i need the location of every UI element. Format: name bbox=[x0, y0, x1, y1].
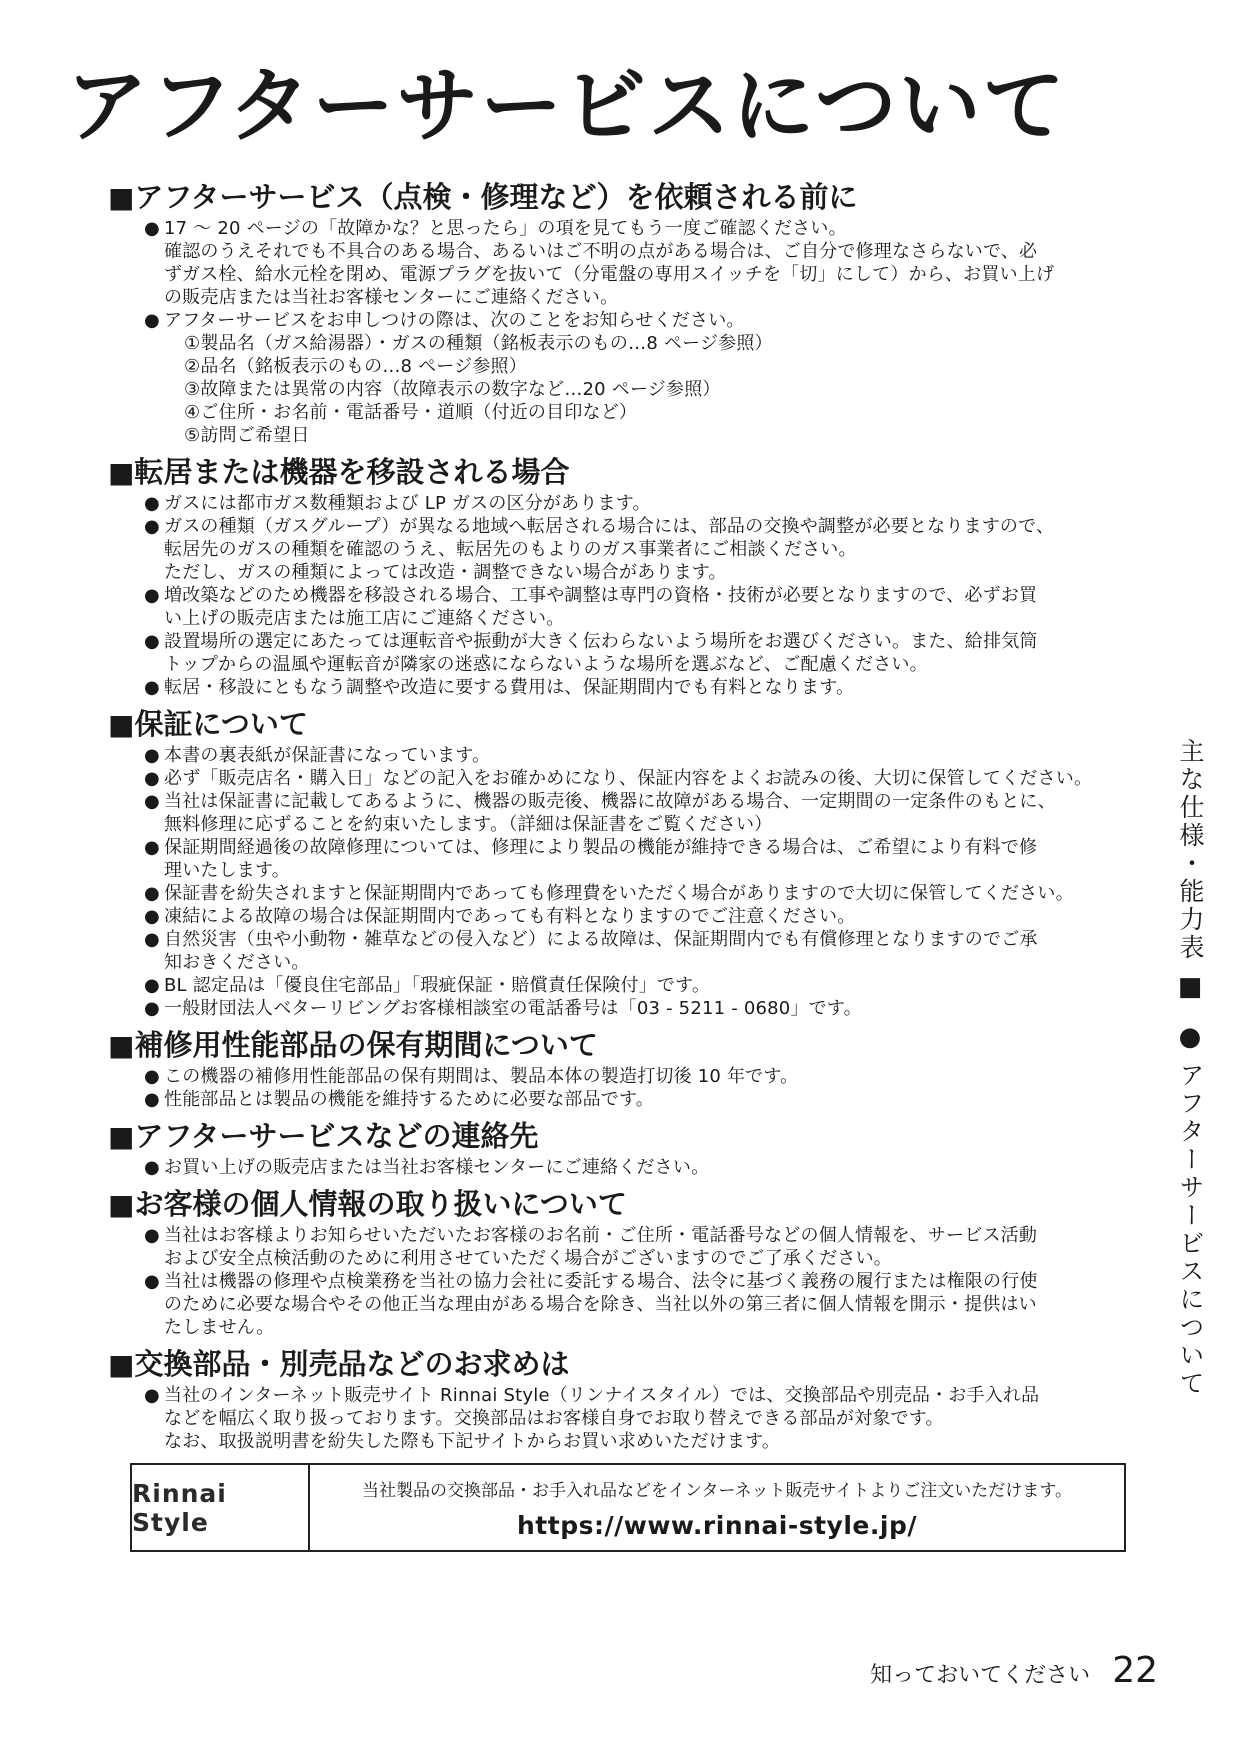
bullet-dot-icon: ● bbox=[144, 975, 160, 996]
list-item-text: BL 認定品は「優良住宅部品」「瑕疵保証・賠償責任保険付」です。 bbox=[164, 975, 711, 996]
list-item-text: 凍結による故障の場合は保証期間内であっても有料となりますのでご注意ください。 bbox=[164, 906, 856, 927]
list-item-text: ガスの種類（ガスグループ）が異なる地域へ転居される場合には、部品の交換や調整が必要となりますので、 bbox=[164, 516, 1055, 537]
rinnai-style-box bbox=[130, 1463, 1126, 1552]
list-item bbox=[144, 492, 1168, 515]
square-bullet-icon: ■ bbox=[108, 1348, 135, 1381]
sub-list-item: ③故障または異常の内容（故障表示の数字など…20 ページ参照） bbox=[184, 379, 721, 400]
list-item-text: 当社は機器の修理や点検業務を当社の協力会社に委託する場合、法令に基づく義務の履行または権限の行使 bbox=[164, 1271, 1038, 1292]
bullet-dot-icon: ● bbox=[144, 1225, 160, 1246]
list-item-text: 転居・移設にともなう調整や改造に要する費用は、保証期間内でも有料となります。 bbox=[164, 677, 855, 698]
bullet-list bbox=[108, 744, 1168, 1020]
bullet-list bbox=[108, 217, 1168, 447]
bullet-dot-icon: ● bbox=[144, 745, 160, 766]
section-heading-text: 補修用性能部品の保有期間について bbox=[134, 1028, 598, 1062]
bullet-dot-icon: ● bbox=[144, 1271, 160, 1292]
sub-list-item: ①製品名（ガス給湯器）・ガスの種類（銘板表示のもの…8 ページ参照） bbox=[184, 333, 773, 354]
list-item-text: などを幅広く取り扱っております。交換部品はお客様自身でお取り替えできる部品が対象です。 bbox=[164, 1408, 944, 1429]
list-item bbox=[144, 676, 1168, 699]
list-item bbox=[144, 1065, 1168, 1088]
list-item bbox=[144, 217, 1168, 309]
list-item-text: い上げの販売店または施工店にご連絡ください。 bbox=[164, 608, 565, 629]
list-item-text: トップからの温風や運転音が隣家の迷惑にならないような場所を選ぶなど、ご配慮ください。 bbox=[164, 654, 928, 675]
list-item-text: 確認のうえそれでも不具合のある場合、あるいはご不明の点がある場合は、ご自分で修理なさらないで、必 bbox=[164, 241, 1038, 262]
square-bullet-icon: ■ bbox=[108, 181, 135, 214]
list-item-text: の販売店または当社お客様センターにご連絡ください。 bbox=[164, 287, 619, 308]
list-item-text: 当社のインターネット販売サイト Rinnai Style（リンナイスタイル）では、交換部品や別売品・お手入れ品 bbox=[164, 1385, 1040, 1406]
rinnai-description: 当社製品の交換部品・お手入れ品などをインターネット販売サイトよりご注文いただけます。 bbox=[362, 1480, 1072, 1501]
bullet-list bbox=[108, 492, 1168, 699]
section-heading-text: 保証について bbox=[134, 707, 308, 741]
section-heading bbox=[108, 1185, 1168, 1224]
list-item bbox=[144, 1384, 1168, 1453]
list-item-text: この機器の補修用性能部品の保有期間は、製品本体の製造打切後 10 年です。 bbox=[164, 1066, 799, 1087]
section-heading-text: お客様の個人情報の取り扱いについて bbox=[134, 1187, 627, 1221]
side-tab-specs-label: 主な仕様・能力表 bbox=[1176, 738, 1205, 962]
bullet-dot-icon: ● bbox=[144, 1157, 160, 1178]
list-item-text: 増改築などのため機器を移設される場合、工事や調整は専門の資格・技術が必要となりますので、必ずお買 bbox=[164, 585, 1038, 606]
bullet-dot-icon: ● bbox=[144, 998, 160, 1019]
rinnai-info bbox=[310, 1465, 1124, 1550]
list-item-text: 当社はお客様よりお知らせいただいたお客様のお名前・ご住所・電話番号などの個人情報を、サービス活動 bbox=[164, 1225, 1038, 1246]
bullet-dot-icon: ● bbox=[144, 516, 160, 537]
square-icon: ■ bbox=[1177, 972, 1203, 1002]
list-item-text: アフターサービスをお申しつけの際は、次のことをお知らせください。 bbox=[164, 310, 745, 331]
page-title: アフターサービスについて bbox=[66, 59, 1067, 154]
list-item bbox=[144, 744, 1168, 767]
section-heading bbox=[108, 178, 1168, 217]
section-heading-text: アフターサービスなどの連絡先 bbox=[134, 1119, 539, 1153]
square-bullet-icon: ■ bbox=[108, 708, 135, 741]
sub-list-item: ④ご住所・お名前・電話番号・道順（付近の目印など） bbox=[184, 402, 638, 423]
bullet-list bbox=[108, 1156, 1168, 1179]
list-item-text: 当社は保証書に記載してあるように、機器の販売後、機器に故障がある場合、一定期間の一定条件のもとに、 bbox=[164, 791, 1056, 812]
list-item bbox=[144, 584, 1168, 630]
list-item-text: ガスには都市ガス数種類および LP ガスの区分があります。 bbox=[164, 493, 651, 514]
page-number: 22 bbox=[1112, 1650, 1158, 1691]
list-item bbox=[144, 1270, 1168, 1339]
list-item-text: 必ず「販売店名・購入日」などの記入をお確かめになり、保証内容をよくお読みの後、大切に保管してください。 bbox=[164, 768, 1093, 789]
main-content bbox=[108, 178, 1168, 1459]
bullet-dot-icon: ● bbox=[144, 837, 160, 858]
sub-list bbox=[164, 332, 1168, 447]
bullet-dot-icon: ● bbox=[144, 585, 160, 606]
list-item bbox=[144, 1088, 1168, 1111]
section-heading-text: アフターサービス（点検・修理など）を依頼される前に bbox=[134, 180, 858, 214]
sub-list-item: ②品名（銘板表示のもの…8 ページ参照） bbox=[184, 356, 527, 377]
bullet-dot-icon: ● bbox=[144, 1066, 160, 1087]
list-item bbox=[144, 905, 1168, 928]
list-item bbox=[144, 767, 1168, 790]
list-item bbox=[144, 1156, 1168, 1179]
list-item-text: 性能部品とは製品の機能を維持するために必要な部品です。 bbox=[164, 1089, 654, 1110]
square-bullet-icon: ■ bbox=[108, 1120, 135, 1153]
list-item bbox=[144, 997, 1168, 1020]
list-item-text: 自然災害（虫や小動物・雑草などの侵入など）による故障は、保証期間内でも有償修理となりますのでご承 bbox=[164, 929, 1038, 950]
section-heading bbox=[108, 1345, 1168, 1384]
circle-icon: ● bbox=[1178, 1022, 1202, 1052]
section-heading bbox=[108, 705, 1168, 744]
list-item-text: 理いたします。 bbox=[164, 860, 290, 881]
list-item bbox=[144, 836, 1168, 882]
side-tab-current-label: アフターサービスについて bbox=[1176, 1062, 1205, 1398]
list-item bbox=[144, 882, 1168, 905]
list-item bbox=[144, 928, 1168, 974]
list-item-text: および安全点検活動のために利用させていただく場合がございますのでご了承ください。 bbox=[164, 1248, 892, 1269]
bullet-dot-icon: ● bbox=[144, 791, 160, 812]
sub-list-item: ⑤訪問ご希望日 bbox=[184, 425, 310, 446]
page-footer bbox=[870, 1650, 1158, 1691]
list-item-text: 無料修理に応ずることを約束いたします。（詳細は保証書をご覧ください） bbox=[164, 814, 773, 835]
list-item-text: 一般財団法人ベターリビングお客様相談室の電話番号は「03 - 5211 - 0680」です。 bbox=[164, 998, 862, 1019]
bullet-dot-icon: ● bbox=[144, 929, 160, 950]
square-bullet-icon: ■ bbox=[108, 1029, 135, 1062]
square-bullet-icon: ■ bbox=[108, 1188, 135, 1221]
list-item-text: ただし、ガスの種類によっては改造・調整できない場合があります。 bbox=[164, 562, 727, 583]
section-heading-text: 転居または機器を移設される場合 bbox=[134, 455, 570, 489]
list-item-text: 保証書を紛失されますと保証期間内であっても修理費をいただく場合がありますので大切に保管してください。 bbox=[164, 883, 1074, 904]
list-item bbox=[144, 1224, 1168, 1270]
list-item-text: 本書の裏表紙が保証書になっています。 bbox=[164, 745, 491, 766]
bullet-list bbox=[108, 1384, 1168, 1453]
bullet-dot-icon: ● bbox=[144, 631, 160, 652]
list-item bbox=[144, 630, 1168, 676]
list-item-text: 保証期間経過後の故障修理については、修理により製品の機能が維持できる場合は、ご希望により有料で修 bbox=[164, 837, 1038, 858]
list-item bbox=[144, 790, 1168, 836]
list-item-text: たしません。 bbox=[164, 1317, 275, 1338]
list-item bbox=[144, 515, 1168, 584]
bullet-dot-icon: ● bbox=[144, 883, 160, 904]
list-item-text: 17 ～ 20 ページの「故障かな？と思ったら」の項を見てもう一度ご確認ください。 bbox=[164, 218, 847, 239]
bullet-dot-icon: ● bbox=[144, 906, 160, 927]
list-item-text: お買い上げの販売店または当社お客様センターにご連絡ください。 bbox=[164, 1157, 710, 1178]
bullet-dot-icon: ● bbox=[144, 218, 160, 239]
list-item-text: 設置場所の選定にあたっては運転音や振動が大きく伝わらないよう場所をお選びください。また、給排気筒 bbox=[164, 631, 1038, 652]
footer-label: 知っておいてください bbox=[870, 1663, 1091, 1688]
section-heading bbox=[108, 453, 1168, 492]
bullet-dot-icon: ● bbox=[144, 768, 160, 789]
list-item-text: なお、取扱説明書を紛失した際も下記サイトからお買い求めいただけます。 bbox=[164, 1431, 781, 1452]
bullet-list bbox=[108, 1065, 1168, 1111]
bullet-dot-icon: ● bbox=[144, 1089, 160, 1110]
list-item-text: ずガス栓、給水元栓を閉め、電源プラグを抜いて（分電盤の専用スイッチを「切」にして）から、お買い上げ bbox=[164, 264, 1055, 285]
rinnai-url-link[interactable]: https://www.rinnai-style.jp/ bbox=[517, 1510, 917, 1540]
bullet-dot-icon: ● bbox=[144, 310, 160, 331]
list-item bbox=[144, 309, 1168, 447]
bullet-list bbox=[108, 1224, 1168, 1339]
section-heading-text: 交換部品・別売品などのお求めは bbox=[134, 1347, 570, 1381]
list-item bbox=[144, 974, 1168, 997]
square-bullet-icon: ■ bbox=[108, 456, 135, 489]
section-heading bbox=[108, 1117, 1168, 1156]
section-heading bbox=[108, 1026, 1168, 1065]
list-item-text: 転居先のガスの種類を確認のうえ、転居先のもよりのガス事業者にご相談ください。 bbox=[164, 539, 857, 560]
bullet-dot-icon: ● bbox=[144, 1385, 160, 1406]
bullet-dot-icon: ● bbox=[144, 493, 160, 514]
bullet-dot-icon: ● bbox=[144, 677, 160, 698]
rinnai-style-logo: Rinnai Style bbox=[132, 1465, 310, 1550]
side-index-tab bbox=[1172, 738, 1208, 1398]
list-item-text: のために必要な場合やその他正当な理由がある場合を除き、当社以外の第三者に個人情報を開示・提供はい bbox=[164, 1294, 1037, 1315]
list-item-text: 知おきください。 bbox=[164, 952, 310, 973]
